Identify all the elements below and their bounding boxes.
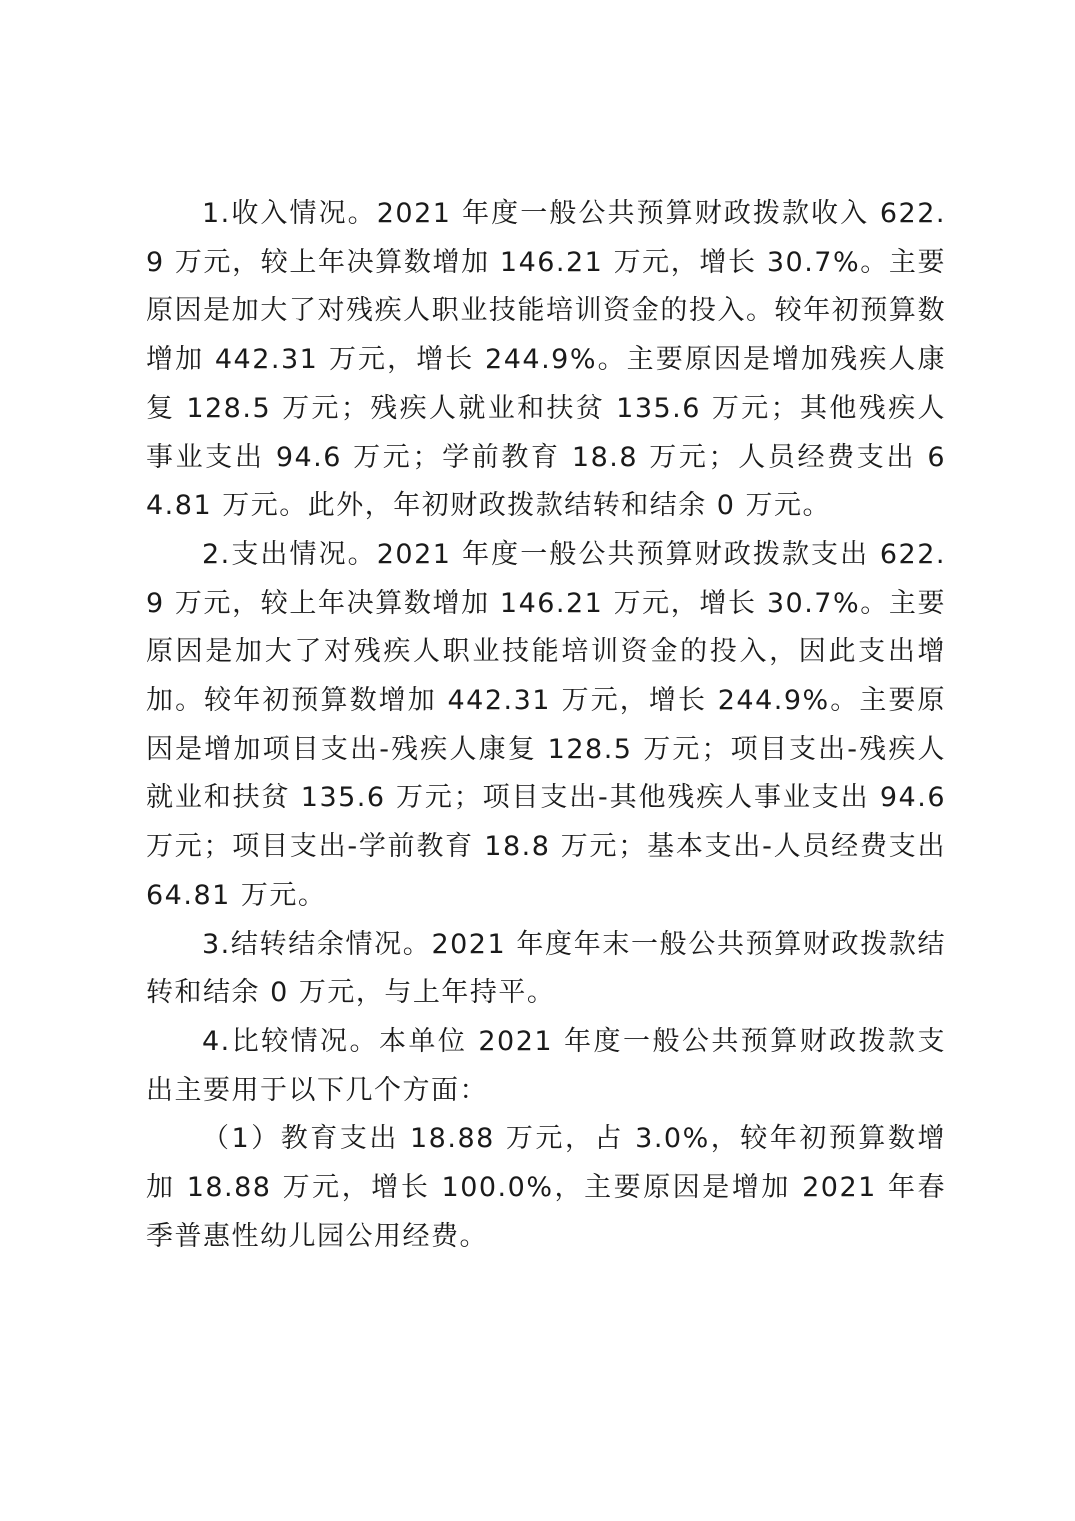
- paragraph-income: 1.收入情况。2021 年度一般公共预算财政拨款收入 622.9 万元，较上年决算数增加 146.21 万元，增长 30.7%。主要原因是加大了对残疾人职业技能培训资金的投入。较年初预算数增加 442.31 万元，增长 244.9%。主要原因是增加残疾人康复 128.5 万元；残疾人就业和扶贫 135.6 万元；其他残疾人事业支出 94.6 万元；学前教育 18.8 万元；人员经费支出 64.81 万元。此外，年初财政拨款结转和结余 0 万元。: [146, 198, 946, 522]
- paragraph-comparison: 4.比较情况。本单位 2021 年度一般公共预算财政拨款支出主要用于以下几个方面：: [146, 1025, 946, 1106]
- paragraph-carryover: 3.结转结余情况。2021 年度年末一般公共预算财政拨款结转和结余 0 万元，与上年持平。: [146, 928, 946, 1009]
- paragraph-education: （1）教育支出 18.88 万元，占 3.0%，较年初预算数增加 18.88 万元，增长 100.0%，主要原因是增加 2021 年春季普惠性幼儿园公用经费。: [146, 1123, 946, 1252]
- paragraph-expenditure: 2.支出情况。2021 年度一般公共预算财政拨款支出 622.9 万元，较上年决算数增加 146.21 万元，增长 30.7%。主要原因是加大了对残疾人职业技能培训资金的投入，因此支出增加。较年初预算数增加 442.31 万元，增长 244.9%。主要原因是增加项目支出-残疾人康复 128.5 万元；项目支出-残疾人就业和扶贫 135.6 万元；项目支出-其他残疾人事业支出 94.6 万元；项目支出-学前教育 18.8 万元；基本支出-人员经费支出 64.81 万元。: [146, 538, 946, 911]
- document-body: [146, 190, 946, 1261]
